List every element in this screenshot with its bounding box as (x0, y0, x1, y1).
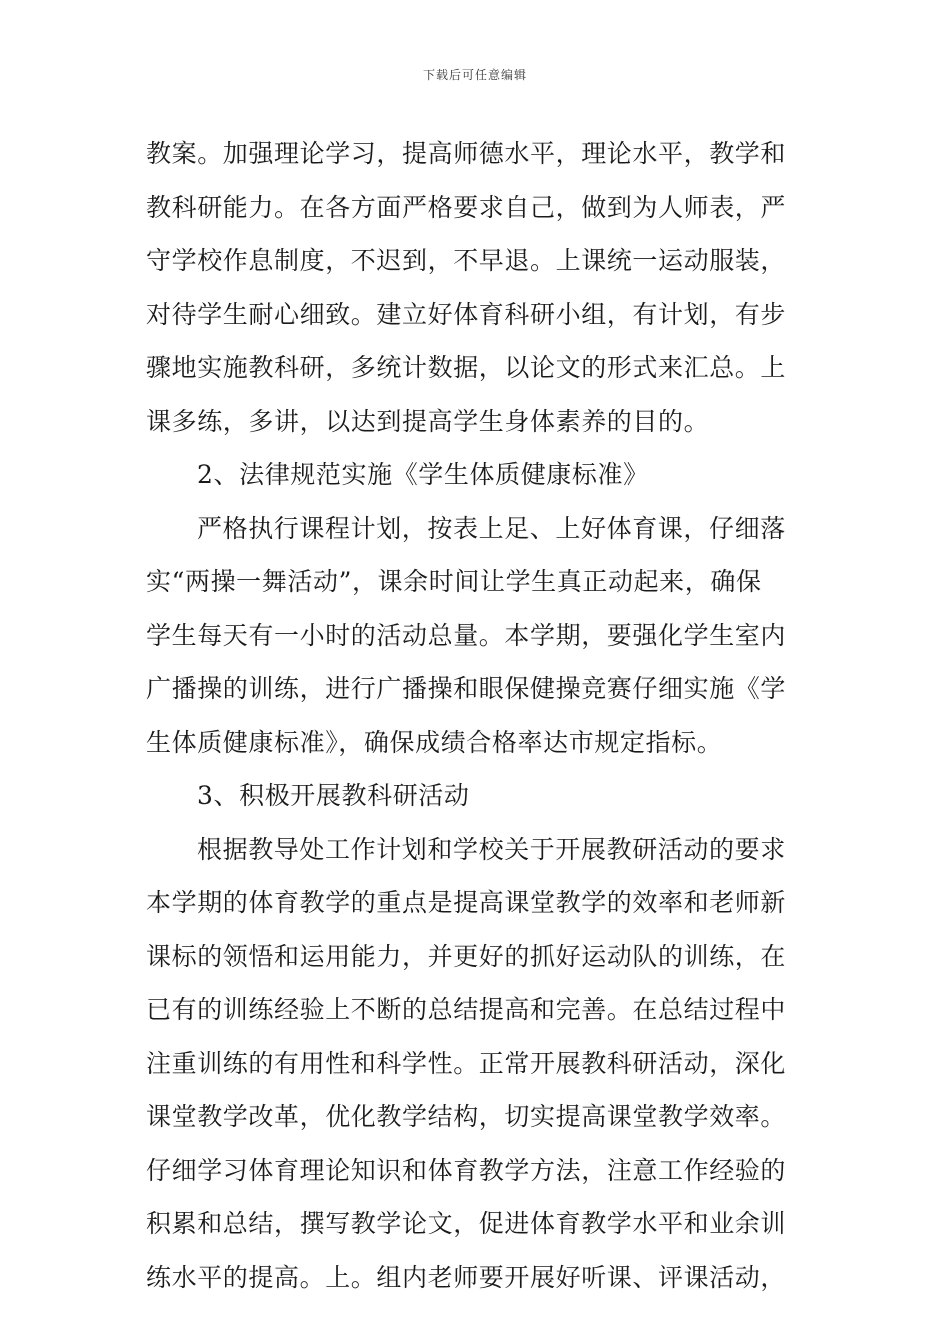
text-line: 注重训练的有用性和科学性。正常开展教科研活动，深化 (146, 1048, 787, 1078)
paragraph-first-line: 根据教导处工作计划和学校关于开展教研活动的要求 (197, 834, 786, 864)
text-line: 骤地实施教科研，多统计数据，以论文的形式来汇总。上 (146, 353, 787, 382)
text-line: 练水平的提高。上。组内老师要开展好听课、评课活动， (146, 1262, 787, 1292)
text-line: 教科研能力。在各方面严格要求自己，做到为人师表，严 (146, 192, 787, 222)
text-line: 教案。加强理论学习，提高师德水平，理论水平，教学和 (146, 139, 787, 168)
text-line: 仔细学习体育理论知识和体育教学方法，注意工作经验的 (146, 1155, 787, 1185)
text-line: 积累和总结，撰写教学论文，促进体育教学水平和业余训 (146, 1209, 787, 1238)
text-line: 实“两操一舞活动”，课余时间让学生真正动起来，确保 (146, 567, 762, 596)
text-line: 课堂教学改革，优化教学结构，切实提高课堂教学效率。 (146, 1102, 787, 1131)
section-heading: 2、法律规范实施《学生体质健康标准》 (197, 460, 649, 489)
text-line: 课标的领悟和运用能力，并更好的抓好运动队的训练，在 (146, 941, 787, 971)
text-line: 学生每天有一小时的活动总量。本学期，要强化学生室内 (146, 620, 787, 650)
page-header: 下载后可任意编辑 (422, 68, 527, 82)
document-body (146, 127, 814, 1304)
text-line: 广播操的训练，进行广播操和眼保健操竞赛仔细实施《学 (146, 674, 787, 703)
text-line: 已有的训练经验上不断的总结提高和完善。在总结过程中 (146, 995, 787, 1024)
text-line: 本学期的体育教学的重点是提高课堂教学的效率和老师新 (146, 888, 787, 917)
paragraph-first-line: 严格执行课程计划，按表上足、上好体育课，仔细落 (197, 513, 786, 543)
text-line: 课多练，多讲，以达到提高学生身体素养的目的。 (146, 406, 710, 436)
text-line: 守学校作息制度，不迟到，不早退。上课统一运动服装， (146, 246, 787, 275)
text-line: 生体质健康标准》，确保成绩合格率达市规定指标。 (146, 727, 723, 757)
section-heading: 3、积极开展教科研活动 (197, 781, 470, 810)
text-line: 对待学生耐心细致。建立好体育科研小组，有计划，有步 (146, 299, 787, 329)
